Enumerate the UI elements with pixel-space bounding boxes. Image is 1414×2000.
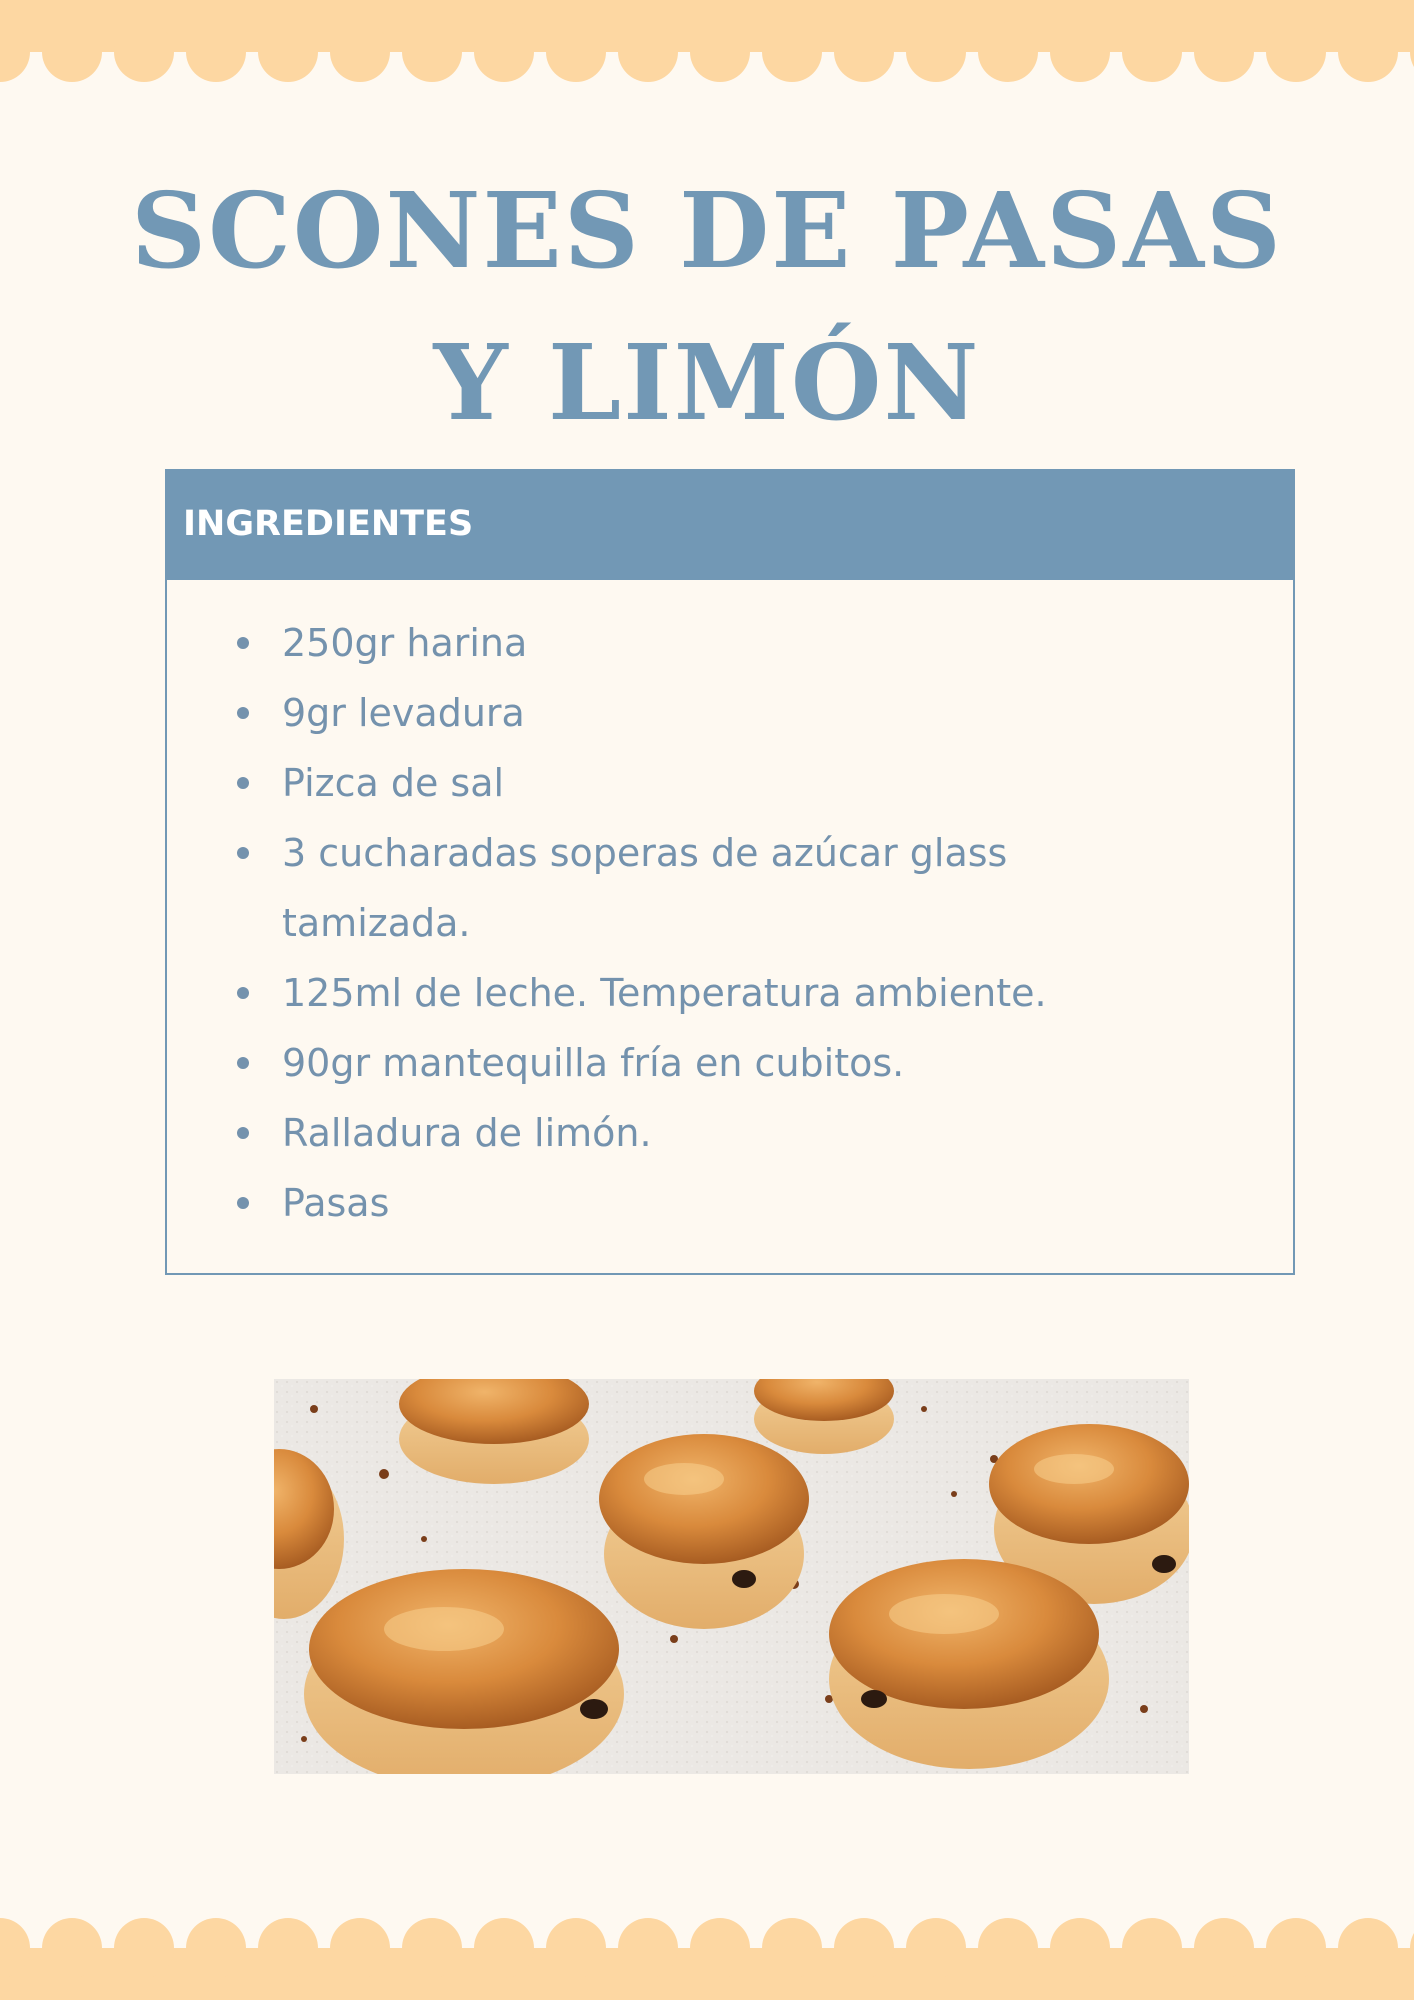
ingredients-list bbox=[167, 580, 1293, 1238]
ingredients-heading: INGREDIENTES bbox=[167, 471, 1293, 580]
top-scallop-border bbox=[0, 0, 1414, 84]
bullet-icon bbox=[237, 987, 249, 999]
ingredient-text: 250gr harina bbox=[282, 621, 528, 665]
bullet-icon bbox=[237, 847, 249, 859]
recipe-title-line-2: Y LIMÓN bbox=[433, 321, 981, 444]
ingredient-text: Ralladura de limón. bbox=[282, 1111, 652, 1155]
recipe-title-line-1: SCONES DE PASAS bbox=[130, 169, 1283, 292]
ingredient-item bbox=[167, 1028, 1293, 1098]
bullet-icon bbox=[237, 777, 249, 789]
ingredient-text: Pasas bbox=[282, 1181, 390, 1225]
bullet-icon bbox=[237, 707, 249, 719]
ingredient-text: 3 cucharadas soperas de azúcar glass tamizada. bbox=[282, 831, 1008, 945]
ingredient-item bbox=[167, 1098, 1293, 1168]
ingredient-text: Pizca de sal bbox=[282, 761, 505, 805]
ingredient-item bbox=[167, 608, 1293, 678]
ingredient-item bbox=[167, 748, 1293, 818]
bullet-icon bbox=[237, 637, 249, 649]
recipe-title bbox=[0, 155, 1414, 459]
ingredient-item bbox=[167, 1168, 1293, 1238]
ingredient-text: 90gr mantequilla fría en cubitos. bbox=[282, 1041, 905, 1085]
bottom-scallop-border bbox=[0, 1916, 1414, 2000]
ingredient-item bbox=[167, 678, 1293, 748]
ingredients-box bbox=[165, 469, 1295, 1275]
bullet-icon bbox=[237, 1197, 249, 1209]
bullet-icon bbox=[237, 1127, 249, 1139]
ingredient-text: 9gr levadura bbox=[282, 691, 525, 735]
ingredient-text: 125ml de leche. Temperatura ambiente. bbox=[282, 971, 1047, 1015]
ingredient-item bbox=[167, 958, 1293, 1028]
scones-photo bbox=[274, 1379, 1189, 1774]
ingredient-item bbox=[167, 818, 1293, 958]
bullet-icon bbox=[237, 1057, 249, 1069]
